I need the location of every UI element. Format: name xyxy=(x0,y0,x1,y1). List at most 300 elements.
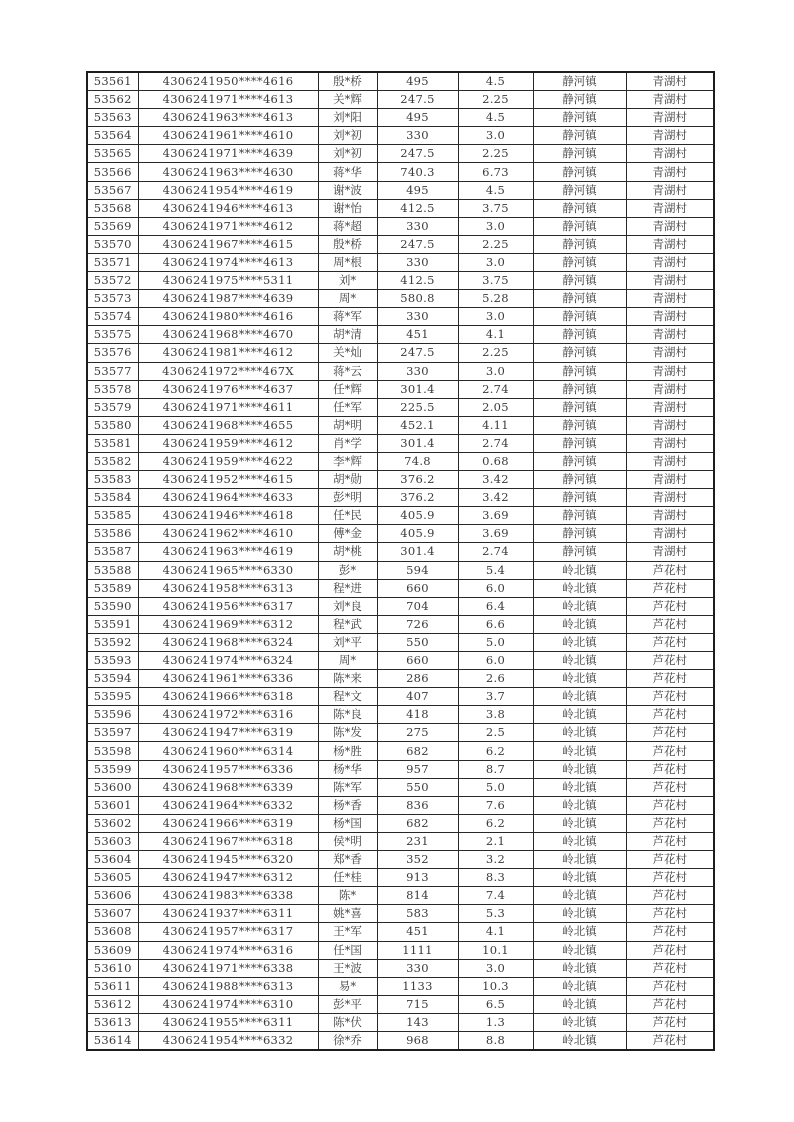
cell-name: 杨*国 xyxy=(318,814,377,832)
cell-area: 3.7 xyxy=(458,688,533,706)
cell-village: 青湖村 xyxy=(626,272,714,290)
cell-name: 谢*怡 xyxy=(318,199,377,217)
table-row xyxy=(87,380,714,398)
table-row xyxy=(87,290,714,308)
cell-seq: 53568 xyxy=(87,199,138,217)
cell-seq: 53566 xyxy=(87,163,138,181)
table-row xyxy=(87,995,714,1013)
cell-area: 0.68 xyxy=(458,452,533,470)
cell-name: 刘* xyxy=(318,272,377,290)
cell-area: 4.11 xyxy=(458,416,533,434)
cell-id_masked: 4306241958****6313 xyxy=(138,579,318,597)
cell-village: 芦花村 xyxy=(626,652,714,670)
cell-area: 8.8 xyxy=(458,1031,533,1050)
cell-amount: 330 xyxy=(377,217,458,235)
cell-amount: 412.5 xyxy=(377,272,458,290)
cell-id_masked: 4306241971****4613 xyxy=(138,91,318,109)
cell-id_masked: 4306241988****6313 xyxy=(138,977,318,995)
table-row xyxy=(87,1013,714,1031)
cell-id_masked: 4306241974****6324 xyxy=(138,652,318,670)
cell-seq: 53612 xyxy=(87,995,138,1013)
cell-name: 关*灿 xyxy=(318,344,377,362)
cell-town: 静河镇 xyxy=(533,434,626,452)
cell-village: 青湖村 xyxy=(626,235,714,253)
cell-town: 静河镇 xyxy=(533,344,626,362)
cell-id_masked: 4306241947****6312 xyxy=(138,869,318,887)
cell-village: 芦花村 xyxy=(626,814,714,832)
cell-amount: 301.4 xyxy=(377,380,458,398)
cell-id_masked: 4306241972****6316 xyxy=(138,706,318,724)
cell-amount: 247.5 xyxy=(377,344,458,362)
cell-id_masked: 4306241967****4615 xyxy=(138,235,318,253)
cell-id_masked: 4306241983****6338 xyxy=(138,887,318,905)
cell-village: 芦花村 xyxy=(626,579,714,597)
cell-town: 岭北镇 xyxy=(533,1013,626,1031)
table-row xyxy=(87,615,714,633)
cell-village: 青湖村 xyxy=(626,199,714,217)
cell-village: 青湖村 xyxy=(626,416,714,434)
cell-village: 芦花村 xyxy=(626,977,714,995)
cell-amount: 550 xyxy=(377,778,458,796)
cell-seq: 53583 xyxy=(87,471,138,489)
cell-id_masked: 4306241974****4613 xyxy=(138,253,318,271)
cell-name: 关*辉 xyxy=(318,91,377,109)
cell-seq: 53586 xyxy=(87,525,138,543)
cell-amount: 330 xyxy=(377,127,458,145)
table-row xyxy=(87,959,714,977)
cell-town: 岭北镇 xyxy=(533,1031,626,1050)
cell-id_masked: 4306241946****4618 xyxy=(138,507,318,525)
cell-name: 李*辉 xyxy=(318,452,377,470)
cell-town: 静河镇 xyxy=(533,489,626,507)
cell-name: 刘*初 xyxy=(318,127,377,145)
cell-village: 青湖村 xyxy=(626,525,714,543)
cell-village: 青湖村 xyxy=(626,127,714,145)
cell-town: 静河镇 xyxy=(533,72,626,91)
table-row xyxy=(87,145,714,163)
cell-town: 岭北镇 xyxy=(533,814,626,832)
cell-area: 6.2 xyxy=(458,742,533,760)
table-row xyxy=(87,1031,714,1050)
table-row xyxy=(87,308,714,326)
cell-name: 徐*乔 xyxy=(318,1031,377,1050)
cell-seq: 53607 xyxy=(87,905,138,923)
cell-seq: 53570 xyxy=(87,235,138,253)
cell-seq: 53567 xyxy=(87,181,138,199)
cell-area: 3.75 xyxy=(458,199,533,217)
cell-town: 岭北镇 xyxy=(533,796,626,814)
cell-town: 静河镇 xyxy=(533,471,626,489)
cell-seq: 53584 xyxy=(87,489,138,507)
cell-name: 陈*军 xyxy=(318,778,377,796)
table-row xyxy=(87,253,714,271)
cell-id_masked: 4306241967****6318 xyxy=(138,832,318,850)
cell-name: 周* xyxy=(318,290,377,308)
cell-amount: 495 xyxy=(377,109,458,127)
cell-seq: 53588 xyxy=(87,561,138,579)
cell-amount: 405.9 xyxy=(377,507,458,525)
cell-name: 谢*波 xyxy=(318,181,377,199)
cell-area: 6.6 xyxy=(458,615,533,633)
cell-town: 岭北镇 xyxy=(533,959,626,977)
cell-village: 青湖村 xyxy=(626,145,714,163)
cell-amount: 451 xyxy=(377,326,458,344)
cell-name: 彭* xyxy=(318,561,377,579)
cell-id_masked: 4306241971****4639 xyxy=(138,145,318,163)
table-row xyxy=(87,778,714,796)
cell-area: 3.0 xyxy=(458,959,533,977)
table-row xyxy=(87,941,714,959)
cell-village: 芦花村 xyxy=(626,1031,714,1050)
cell-amount: 452.1 xyxy=(377,416,458,434)
cell-town: 静河镇 xyxy=(533,181,626,199)
cell-village: 芦花村 xyxy=(626,995,714,1013)
cell-amount: 376.2 xyxy=(377,471,458,489)
cell-area: 3.75 xyxy=(458,272,533,290)
cell-amount: 594 xyxy=(377,561,458,579)
cell-town: 静河镇 xyxy=(533,145,626,163)
cell-town: 岭北镇 xyxy=(533,633,626,651)
cell-town: 静河镇 xyxy=(533,452,626,470)
cell-amount: 495 xyxy=(377,72,458,91)
cell-village: 芦花村 xyxy=(626,724,714,742)
cell-seq: 53591 xyxy=(87,615,138,633)
cell-amount: 583 xyxy=(377,905,458,923)
cell-area: 6.0 xyxy=(458,579,533,597)
table-row xyxy=(87,434,714,452)
cell-name: 肖*学 xyxy=(318,434,377,452)
table-row xyxy=(87,398,714,416)
cell-area: 3.0 xyxy=(458,217,533,235)
table-row xyxy=(87,199,714,217)
cell-id_masked: 4306241952****4615 xyxy=(138,471,318,489)
cell-area: 3.69 xyxy=(458,507,533,525)
cell-town: 静河镇 xyxy=(533,507,626,525)
cell-id_masked: 4306241946****4613 xyxy=(138,199,318,217)
cell-village: 青湖村 xyxy=(626,380,714,398)
cell-name: 傅*金 xyxy=(318,525,377,543)
cell-town: 岭北镇 xyxy=(533,869,626,887)
cell-village: 青湖村 xyxy=(626,489,714,507)
cell-village: 芦花村 xyxy=(626,959,714,977)
cell-id_masked: 4306241980****4616 xyxy=(138,308,318,326)
cell-name: 杨*香 xyxy=(318,796,377,814)
cell-id_masked: 4306241961****4610 xyxy=(138,127,318,145)
cell-town: 静河镇 xyxy=(533,290,626,308)
cell-area: 2.25 xyxy=(458,344,533,362)
cell-amount: 495 xyxy=(377,181,458,199)
cell-area: 6.4 xyxy=(458,597,533,615)
cell-village: 青湖村 xyxy=(626,398,714,416)
cell-name: 胡*勋 xyxy=(318,471,377,489)
cell-seq: 53592 xyxy=(87,633,138,651)
cell-seq: 53598 xyxy=(87,742,138,760)
cell-id_masked: 4306241945****6320 xyxy=(138,851,318,869)
cell-name: 胡*桃 xyxy=(318,543,377,561)
cell-id_masked: 4306241950****4616 xyxy=(138,72,318,91)
cell-amount: 74.8 xyxy=(377,452,458,470)
cell-area: 2.74 xyxy=(458,434,533,452)
cell-amount: 740.3 xyxy=(377,163,458,181)
table-row xyxy=(87,452,714,470)
table-row xyxy=(87,344,714,362)
cell-area: 2.1 xyxy=(458,832,533,850)
cell-area: 4.1 xyxy=(458,326,533,344)
cell-name: 王*军 xyxy=(318,923,377,941)
cell-name: 程*文 xyxy=(318,688,377,706)
table-row xyxy=(87,507,714,525)
cell-name: 易* xyxy=(318,977,377,995)
table-body xyxy=(87,72,714,1050)
cell-village: 青湖村 xyxy=(626,91,714,109)
cell-area: 4.5 xyxy=(458,72,533,91)
cell-area: 6.0 xyxy=(458,652,533,670)
cell-name: 程*武 xyxy=(318,615,377,633)
table-row xyxy=(87,887,714,905)
table-row xyxy=(87,217,714,235)
cell-town: 静河镇 xyxy=(533,362,626,380)
cell-amount: 451 xyxy=(377,923,458,941)
cell-name: 陈*发 xyxy=(318,724,377,742)
cell-seq: 53569 xyxy=(87,217,138,235)
cell-name: 蒋*云 xyxy=(318,362,377,380)
cell-village: 青湖村 xyxy=(626,362,714,380)
cell-amount: 247.5 xyxy=(377,91,458,109)
cell-seq: 53602 xyxy=(87,814,138,832)
cell-area: 3.42 xyxy=(458,489,533,507)
cell-village: 芦花村 xyxy=(626,923,714,941)
cell-village: 青湖村 xyxy=(626,290,714,308)
table-row xyxy=(87,579,714,597)
cell-amount: 704 xyxy=(377,597,458,615)
cell-town: 静河镇 xyxy=(533,380,626,398)
cell-area: 2.6 xyxy=(458,670,533,688)
cell-id_masked: 4306241976****4637 xyxy=(138,380,318,398)
cell-town: 岭北镇 xyxy=(533,724,626,742)
cell-town: 静河镇 xyxy=(533,91,626,109)
cell-town: 岭北镇 xyxy=(533,887,626,905)
cell-amount: 957 xyxy=(377,760,458,778)
cell-name: 殷*桥 xyxy=(318,72,377,91)
cell-seq: 53596 xyxy=(87,706,138,724)
cell-name: 周*根 xyxy=(318,253,377,271)
cell-amount: 231 xyxy=(377,832,458,850)
cell-seq: 53600 xyxy=(87,778,138,796)
cell-area: 4.1 xyxy=(458,923,533,941)
cell-seq: 53561 xyxy=(87,72,138,91)
cell-id_masked: 4306241968****6339 xyxy=(138,778,318,796)
cell-town: 静河镇 xyxy=(533,398,626,416)
table-row xyxy=(87,489,714,507)
cell-area: 5.3 xyxy=(458,905,533,923)
cell-amount: 143 xyxy=(377,1013,458,1031)
cell-village: 青湖村 xyxy=(626,543,714,561)
cell-area: 3.2 xyxy=(458,851,533,869)
cell-village: 芦花村 xyxy=(626,760,714,778)
cell-amount: 580.8 xyxy=(377,290,458,308)
cell-seq: 53610 xyxy=(87,959,138,977)
cell-town: 岭北镇 xyxy=(533,579,626,597)
table-row xyxy=(87,851,714,869)
cell-amount: 275 xyxy=(377,724,458,742)
cell-seq: 53562 xyxy=(87,91,138,109)
cell-name: 胡*清 xyxy=(318,326,377,344)
cell-town: 岭北镇 xyxy=(533,851,626,869)
cell-id_masked: 4306241963****4630 xyxy=(138,163,318,181)
cell-amount: 330 xyxy=(377,253,458,271)
table-row xyxy=(87,181,714,199)
cell-id_masked: 4306241975****5311 xyxy=(138,272,318,290)
cell-area: 4.5 xyxy=(458,109,533,127)
cell-village: 青湖村 xyxy=(626,507,714,525)
cell-amount: 726 xyxy=(377,615,458,633)
cell-amount: 814 xyxy=(377,887,458,905)
cell-village: 芦花村 xyxy=(626,1013,714,1031)
cell-seq: 53606 xyxy=(87,887,138,905)
cell-id_masked: 4306241960****6314 xyxy=(138,742,318,760)
cell-village: 芦花村 xyxy=(626,887,714,905)
cell-id_masked: 4306241968****6324 xyxy=(138,633,318,651)
cell-area: 2.74 xyxy=(458,543,533,561)
cell-seq: 53564 xyxy=(87,127,138,145)
table-row xyxy=(87,272,714,290)
cell-area: 3.8 xyxy=(458,706,533,724)
cell-village: 芦花村 xyxy=(626,633,714,651)
cell-name: 王*波 xyxy=(318,959,377,977)
cell-amount: 913 xyxy=(377,869,458,887)
cell-amount: 405.9 xyxy=(377,525,458,543)
cell-seq: 53576 xyxy=(87,344,138,362)
cell-village: 芦花村 xyxy=(626,742,714,760)
cell-village: 青湖村 xyxy=(626,217,714,235)
cell-town: 岭北镇 xyxy=(533,561,626,579)
cell-seq: 53611 xyxy=(87,977,138,995)
cell-id_masked: 4306241971****6338 xyxy=(138,959,318,977)
cell-amount: 407 xyxy=(377,688,458,706)
cell-id_masked: 4306241971****4612 xyxy=(138,217,318,235)
cell-town: 静河镇 xyxy=(533,109,626,127)
cell-area: 3.0 xyxy=(458,127,533,145)
cell-town: 岭北镇 xyxy=(533,832,626,850)
cell-area: 10.1 xyxy=(458,941,533,959)
cell-town: 静河镇 xyxy=(533,163,626,181)
cell-id_masked: 4306241955****6311 xyxy=(138,1013,318,1031)
cell-id_masked: 4306241966****6318 xyxy=(138,688,318,706)
cell-area: 10.3 xyxy=(458,977,533,995)
cell-area: 6.73 xyxy=(458,163,533,181)
cell-id_masked: 4306241964****4633 xyxy=(138,489,318,507)
cell-area: 2.25 xyxy=(458,145,533,163)
cell-name: 陈*良 xyxy=(318,706,377,724)
cell-id_masked: 4306241956****6317 xyxy=(138,597,318,615)
table-row xyxy=(87,796,714,814)
cell-seq: 53580 xyxy=(87,416,138,434)
cell-id_masked: 4306241987****4639 xyxy=(138,290,318,308)
cell-id_masked: 4306241937****6311 xyxy=(138,905,318,923)
cell-amount: 412.5 xyxy=(377,199,458,217)
cell-id_masked: 4306241954****4619 xyxy=(138,181,318,199)
cell-id_masked: 4306241947****6319 xyxy=(138,724,318,742)
cell-amount: 660 xyxy=(377,652,458,670)
cell-town: 静河镇 xyxy=(533,253,626,271)
cell-id_masked: 4306241962****4610 xyxy=(138,525,318,543)
cell-amount: 660 xyxy=(377,579,458,597)
cell-town: 静河镇 xyxy=(533,235,626,253)
cell-seq: 53581 xyxy=(87,434,138,452)
table-row xyxy=(87,724,714,742)
table-row xyxy=(87,652,714,670)
table-row xyxy=(87,760,714,778)
cell-village: 芦花村 xyxy=(626,796,714,814)
cell-village: 青湖村 xyxy=(626,326,714,344)
cell-village: 青湖村 xyxy=(626,253,714,271)
cell-seq: 53585 xyxy=(87,507,138,525)
cell-id_masked: 4306241963****4613 xyxy=(138,109,318,127)
cell-village: 青湖村 xyxy=(626,434,714,452)
cell-amount: 968 xyxy=(377,1031,458,1050)
cell-amount: 330 xyxy=(377,308,458,326)
table-row xyxy=(87,326,714,344)
cell-name: 杨*胜 xyxy=(318,742,377,760)
cell-name: 陈*伏 xyxy=(318,1013,377,1031)
cell-town: 岭北镇 xyxy=(533,923,626,941)
table-row xyxy=(87,109,714,127)
cell-area: 2.74 xyxy=(458,380,533,398)
cell-name: 彭*平 xyxy=(318,995,377,1013)
cell-id_masked: 4306241957****6317 xyxy=(138,923,318,941)
cell-town: 静河镇 xyxy=(533,326,626,344)
cell-village: 青湖村 xyxy=(626,72,714,91)
cell-amount: 330 xyxy=(377,362,458,380)
cell-name: 任*桂 xyxy=(318,869,377,887)
table-row xyxy=(87,235,714,253)
cell-id_masked: 4306241968****4655 xyxy=(138,416,318,434)
cell-town: 岭北镇 xyxy=(533,652,626,670)
cell-amount: 352 xyxy=(377,851,458,869)
cell-seq: 53563 xyxy=(87,109,138,127)
cell-seq: 53571 xyxy=(87,253,138,271)
cell-area: 3.69 xyxy=(458,525,533,543)
cell-town: 静河镇 xyxy=(533,127,626,145)
cell-area: 5.4 xyxy=(458,561,533,579)
cell-village: 芦花村 xyxy=(626,615,714,633)
cell-amount: 682 xyxy=(377,814,458,832)
table-row xyxy=(87,543,714,561)
cell-village: 芦花村 xyxy=(626,706,714,724)
table-row xyxy=(87,832,714,850)
cell-id_masked: 4306241965****6330 xyxy=(138,561,318,579)
cell-amount: 550 xyxy=(377,633,458,651)
cell-town: 静河镇 xyxy=(533,272,626,290)
cell-seq: 53574 xyxy=(87,308,138,326)
cell-village: 青湖村 xyxy=(626,308,714,326)
cell-town: 静河镇 xyxy=(533,525,626,543)
cell-town: 静河镇 xyxy=(533,199,626,217)
cell-name: 姚*喜 xyxy=(318,905,377,923)
cell-seq: 53604 xyxy=(87,851,138,869)
cell-seq: 53593 xyxy=(87,652,138,670)
cell-town: 岭北镇 xyxy=(533,688,626,706)
cell-amount: 836 xyxy=(377,796,458,814)
cell-name: 陈* xyxy=(318,887,377,905)
cell-id_masked: 4306241963****4619 xyxy=(138,543,318,561)
cell-id_masked: 4306241972****467X xyxy=(138,362,318,380)
cell-town: 岭北镇 xyxy=(533,778,626,796)
cell-name: 任*辉 xyxy=(318,380,377,398)
cell-name: 殷*桥 xyxy=(318,235,377,253)
cell-area: 5.0 xyxy=(458,778,533,796)
cell-town: 岭北镇 xyxy=(533,760,626,778)
